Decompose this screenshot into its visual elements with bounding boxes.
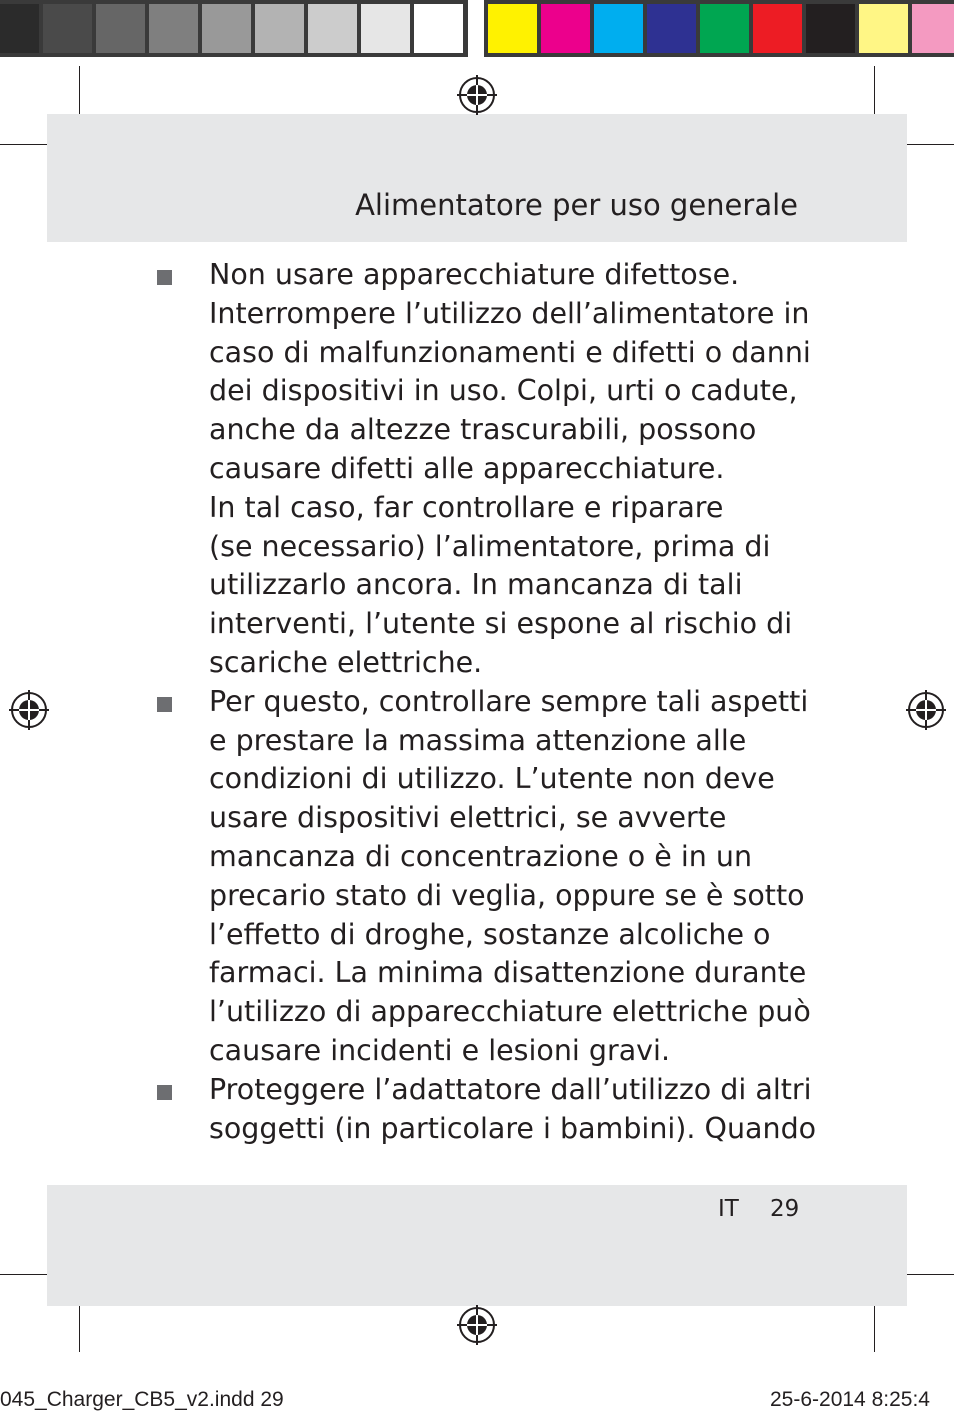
text-line: e prestare la massima attenzione alle bbox=[209, 723, 747, 757]
color-swatch bbox=[541, 4, 590, 53]
color-swatch bbox=[700, 4, 749, 53]
registration-mark-icon bbox=[906, 690, 946, 730]
text-line: Non usare apparecchiature difettose. bbox=[209, 258, 740, 291]
text-line: causare incidenti e lesioni gravi. bbox=[209, 1033, 671, 1067]
text-line: scariche elettriche. bbox=[209, 645, 483, 679]
text-line: mancanza di concentrazione o è in un bbox=[209, 839, 753, 873]
gray-swatch bbox=[149, 4, 198, 53]
text-line: In tal caso, far controllare e riparare bbox=[209, 490, 724, 524]
color-swatch bbox=[488, 4, 537, 53]
color-swatch bbox=[647, 4, 696, 53]
text-line: anche da altezze trascurabili, possono bbox=[209, 413, 757, 447]
text-line: precario stato di veglia, oppure se è sotto bbox=[209, 878, 805, 912]
text-line: l’utilizzo di apparecchiature elettriche può bbox=[209, 995, 811, 1029]
text-line: l’effetto di droghe, sostanze alcoliche o bbox=[209, 917, 771, 951]
safety-instructions bbox=[155, 256, 817, 1148]
gray-swatch bbox=[414, 4, 463, 53]
text-line: Interrompere l’utilizzo dell’alimentatore in bbox=[209, 296, 810, 330]
text-line: Per questo, controllare sempre tali aspetti bbox=[209, 684, 809, 718]
gray-swatch bbox=[255, 4, 304, 53]
text-line: caso di malfunzionamenti e difetti o danni bbox=[209, 335, 811, 369]
page-number: 29 bbox=[770, 1196, 800, 1222]
color-swatch bbox=[806, 4, 855, 53]
text-line: causare difetti alle apparecchiature. bbox=[209, 451, 725, 485]
section-title: Alimentatore per uso generale bbox=[355, 188, 798, 222]
color-swatch bbox=[594, 4, 643, 53]
bullet-item bbox=[155, 1071, 817, 1149]
text-line: usare dispositivi elettrici, se avverte bbox=[209, 801, 727, 835]
color-swatch bbox=[753, 4, 802, 53]
gray-swatch bbox=[43, 4, 92, 53]
registration-mark-icon bbox=[457, 75, 497, 115]
registration-mark-icon bbox=[9, 690, 49, 730]
language-code: IT bbox=[718, 1196, 739, 1222]
color-swatch bbox=[859, 4, 908, 53]
slug-date: 25-6-2014 8:25:4 bbox=[770, 1388, 930, 1411]
registration-mark-icon bbox=[457, 1305, 497, 1345]
text-line: utilizzarlo ancora. In mancanza di tali bbox=[209, 568, 743, 602]
text-line: (se necessario) l’alimentatore, prima di bbox=[209, 529, 771, 563]
text-line: farmaci. La minima disattenzione durante bbox=[209, 956, 807, 990]
gray-swatch bbox=[202, 4, 251, 53]
gray-swatch bbox=[308, 4, 357, 53]
bullet-item bbox=[155, 256, 811, 683]
text-line: interventi, l’utente si espone al rischio di bbox=[209, 607, 793, 641]
text-line: dei dispositivi in uso. Colpi, urti o cadute, bbox=[209, 374, 798, 408]
text-line: soggetti (in particolare i bambini). Quando bbox=[209, 1111, 817, 1145]
gray-swatch bbox=[0, 4, 39, 53]
bullet-square-icon bbox=[157, 1085, 172, 1100]
bullet-item bbox=[155, 683, 811, 1071]
bullet-square-icon bbox=[157, 270, 172, 285]
color-swatch bbox=[912, 4, 954, 53]
text-line: Proteggere l’adattatore dall’utilizzo di altri bbox=[209, 1072, 812, 1106]
slug-filename: 045_Charger_CB5_v2.indd 29 bbox=[0, 1388, 284, 1411]
text-line: condizioni di utilizzo. L’utente non deve bbox=[209, 762, 775, 796]
gray-swatch bbox=[361, 4, 410, 53]
gray-swatch bbox=[96, 4, 145, 53]
bullet-square-icon bbox=[157, 697, 172, 712]
